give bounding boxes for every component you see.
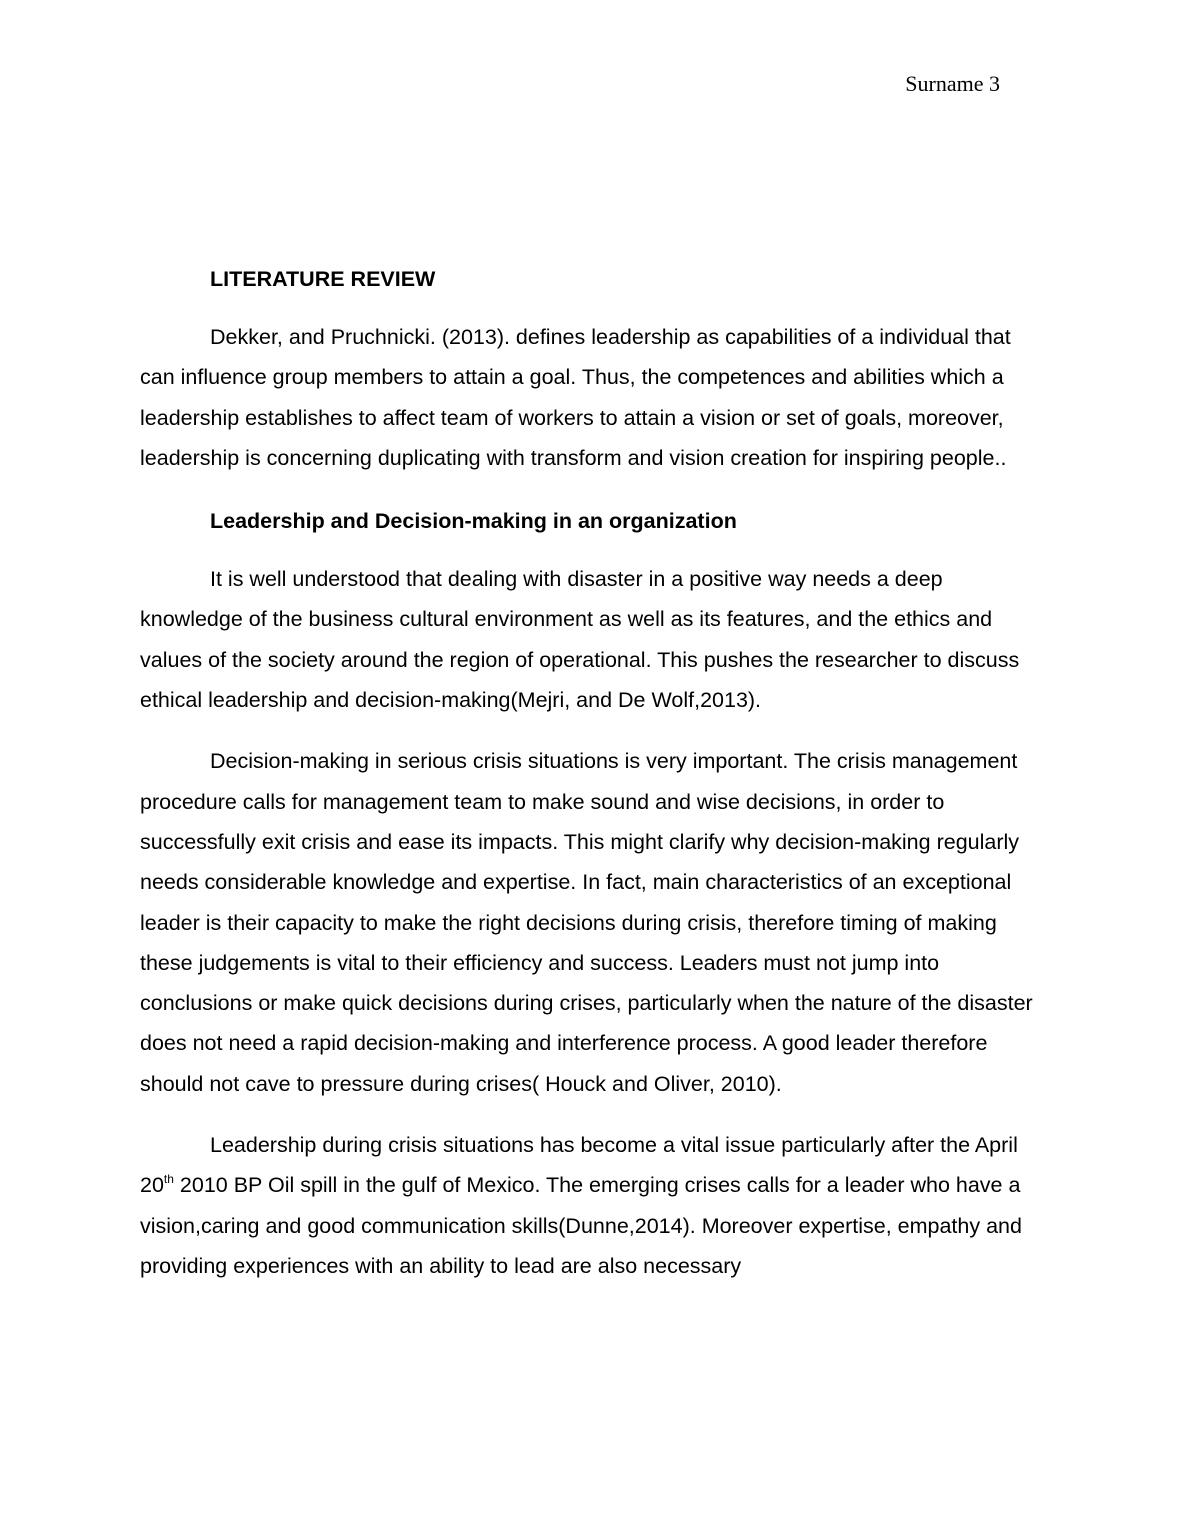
- subheading-decision-making: Leadership and Decision-making in an organization: [210, 509, 737, 534]
- paragraph-bp-oil-spill: [140, 1125, 1046, 1286]
- running-head: Surname 3: [905, 71, 1000, 96]
- paragraph-text-start: Leadership during crisis situations has become a vital issue particularly after the April 20: [140, 1133, 1018, 1198]
- paragraph-text-end: 2010 BP Oil spill in the gulf of Mexico. The emerging crises calls for a leader who have a vision,caring and good communication skills(Dunne,2014). Moreover expertise, empathy and providing experiences with an ability to lead are also necessary: [140, 1173, 1022, 1278]
- document-body: [140, 262, 1046, 1286]
- paragraph-definition: Dekker, and Pruchnicki. (2013). defines leadership as capabilities of a individual that can influence group members to attain a goal. Thus, the competences and abilities which a leadership establishes to affect team of workers to attain a vision or set of goals, moreover, leadership is concerning duplicating with transform and vision creation for inspiring people..: [140, 325, 1011, 470]
- section-heading: LITERATURE REVIEW: [210, 267, 436, 291]
- paragraph-crisis-decisions: Decision-making in serious crisis situations is very important. The crisis management procedure calls for management team to make sound and wise decisions, in order to successfully exit crisis and ease its impacts. This might clarify why decision-making regularly needs considerable knowledge and expertise. In fact, main characteristics of an exceptional leader is their capacity to make the right decisions during crisis, therefore timing of making these judgements is vital to their efficiency and success. Leaders must not jump into conclusions or make quick decisions during crises, particularly when the nature of the disaster does not need a rapid decision-making and interference process. A good leader therefore should not cave to pressure during crises( Houck and Oliver, 2010).: [140, 749, 1033, 1096]
- paragraph-ethics: It is well understood that dealing with disaster in a positive way needs a deep knowledge of the business cultural environment as well as its features, and the ethics and values of the society around the region of operational. This pushes the researcher to discuss ethical leadership and decision-making(Mejri, and De Wolf,2013).: [140, 567, 1020, 713]
- ordinal-superscript: th: [163, 1172, 174, 1187]
